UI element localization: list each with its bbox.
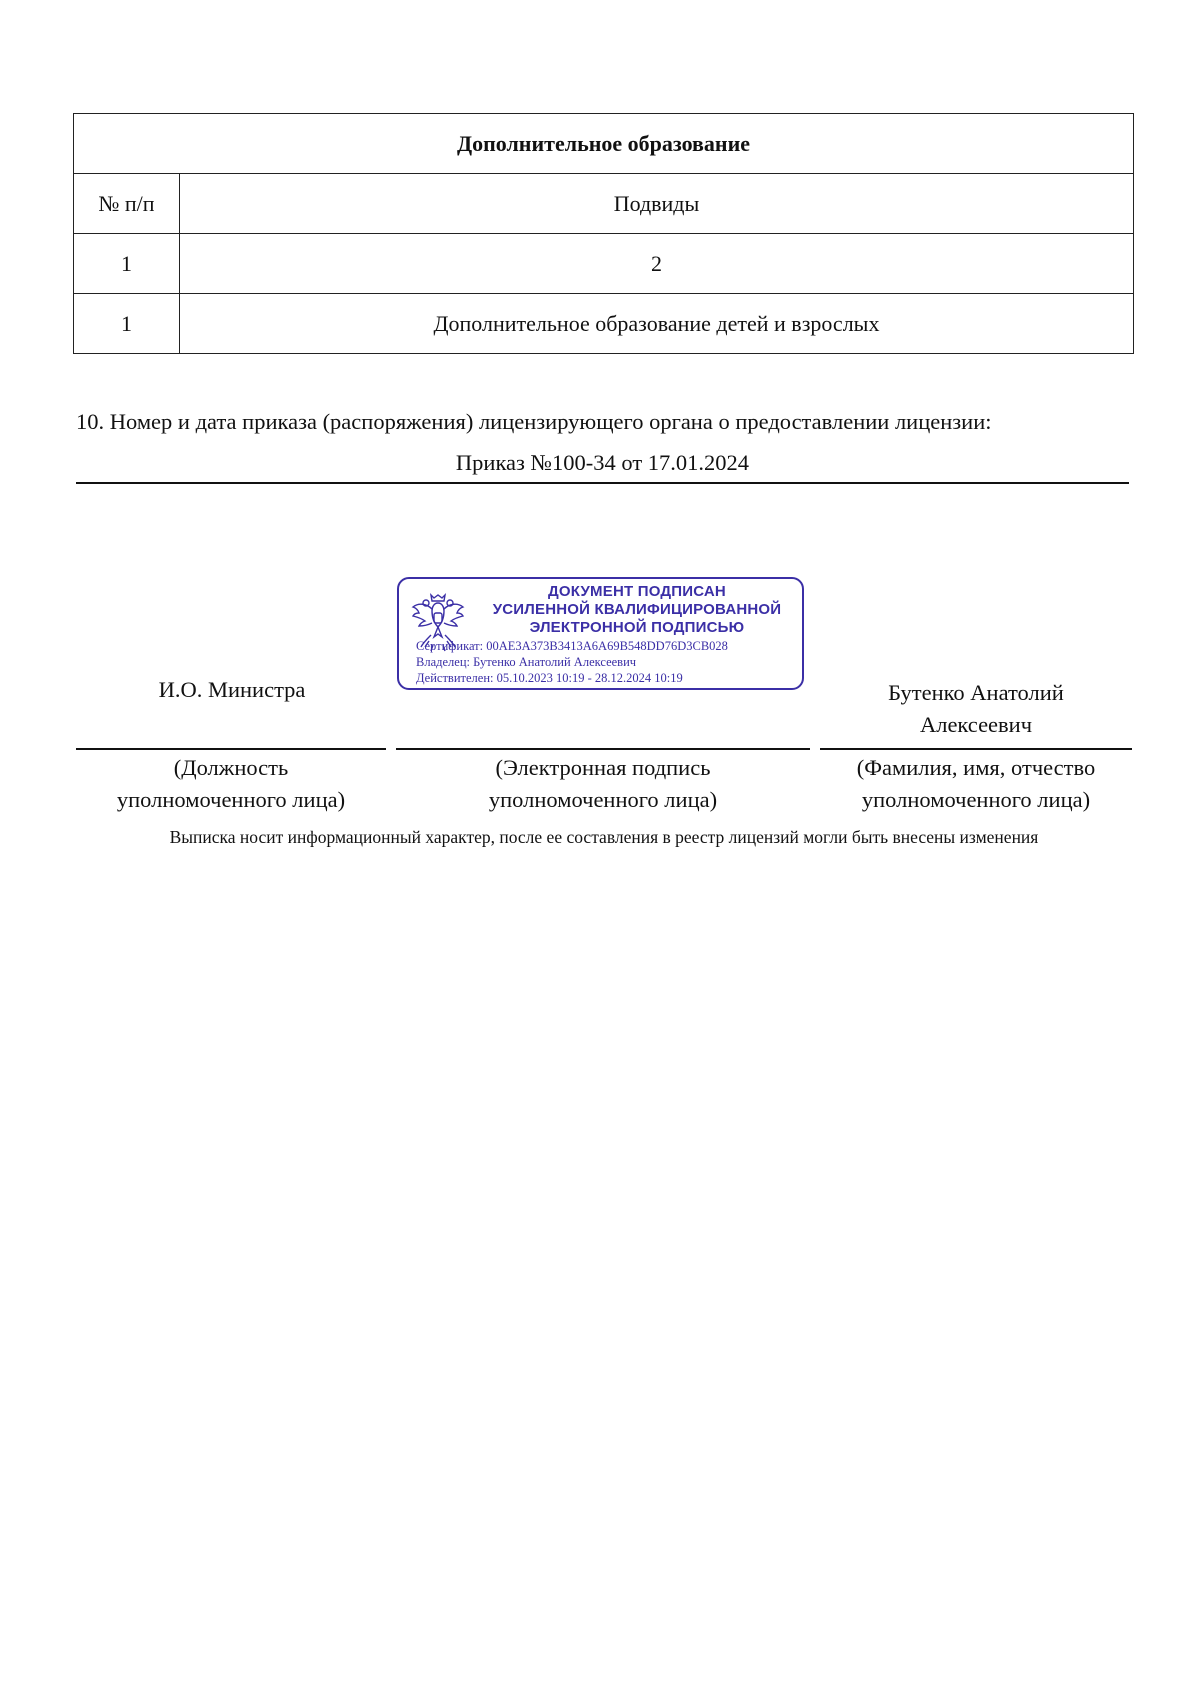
caption-position-line-1: (Должность — [173, 755, 289, 780]
position-underline — [76, 748, 386, 750]
order-number-date: Приказ №100-34 от 17.01.2024 — [455, 450, 750, 475]
caption-name-line-1: (Фамилия, имя, отчество — [856, 755, 1096, 780]
table-index-row — [74, 234, 1134, 294]
section-10-text: 10. Номер и дата приказа (распоряжения) лицензирующего органа о предоставлении лицензии: — [76, 409, 992, 434]
caption-name — [820, 752, 1132, 816]
row-num-cell: 1 — [74, 294, 180, 354]
additional-education-table — [73, 113, 1134, 354]
electronic-signature-stamp — [397, 577, 804, 690]
caption-name-line-2: уполномоченного лица) — [861, 787, 1091, 812]
signature-underline — [396, 748, 810, 750]
row-subtype-cell: Дополнительное образование детей и взрослых — [180, 294, 1134, 354]
signer-position: И.О. Министра — [158, 677, 306, 702]
caption-position-line-2: уполномоченного лица) — [116, 787, 346, 812]
index-cell-value: 2 — [180, 234, 1134, 294]
stamp-certificate: Сертификат: 00AE3A373B3413A6A69B548DD76D3CB028 — [416, 639, 728, 653]
caption-signature-line-1: (Электронная подпись — [495, 755, 711, 780]
stamp-title-line-3: ЭЛЕКТРОННОЙ ПОДПИСЬЮ — [529, 619, 745, 636]
table-title: Дополнительное образование — [74, 114, 1134, 174]
col-num-header: № п/п — [74, 174, 180, 234]
stamp-owner: Владелец: Бутенко Анатолий Алексеевич — [416, 655, 637, 669]
signer-full-name — [820, 677, 1132, 741]
caption-position — [76, 752, 386, 816]
disclaimer-footnote: Выписка носит информационный характер, после ее составления в реестр лицензий могли быть внесены изменения — [169, 827, 1039, 847]
order-underline — [76, 482, 1129, 484]
signer-name-line-1: Бутенко Анатолий — [888, 680, 1064, 705]
signer-name-line-2: Алексеевич — [919, 712, 1033, 737]
caption-signature-line-2: уполномоченного лица) — [488, 787, 718, 812]
col-subtypes-header: Подвиды — [180, 174, 1134, 234]
table-title-row — [74, 114, 1134, 174]
stamp-validity: Действителен: 05.10.2023 10:19 - 28.12.2024 10:19 — [416, 671, 683, 685]
table-row — [74, 294, 1134, 354]
stamp-title-line-2: УСИЛЕННОЙ КВАЛИФИЦИРОВАННОЙ — [492, 601, 782, 618]
caption-signature — [396, 752, 810, 816]
name-underline — [820, 748, 1132, 750]
stamp-title-line-1: ДОКУМЕНТ ПОДПИСАН — [548, 583, 726, 600]
table-header-row — [74, 174, 1134, 234]
index-cell-num: 1 — [74, 234, 180, 294]
